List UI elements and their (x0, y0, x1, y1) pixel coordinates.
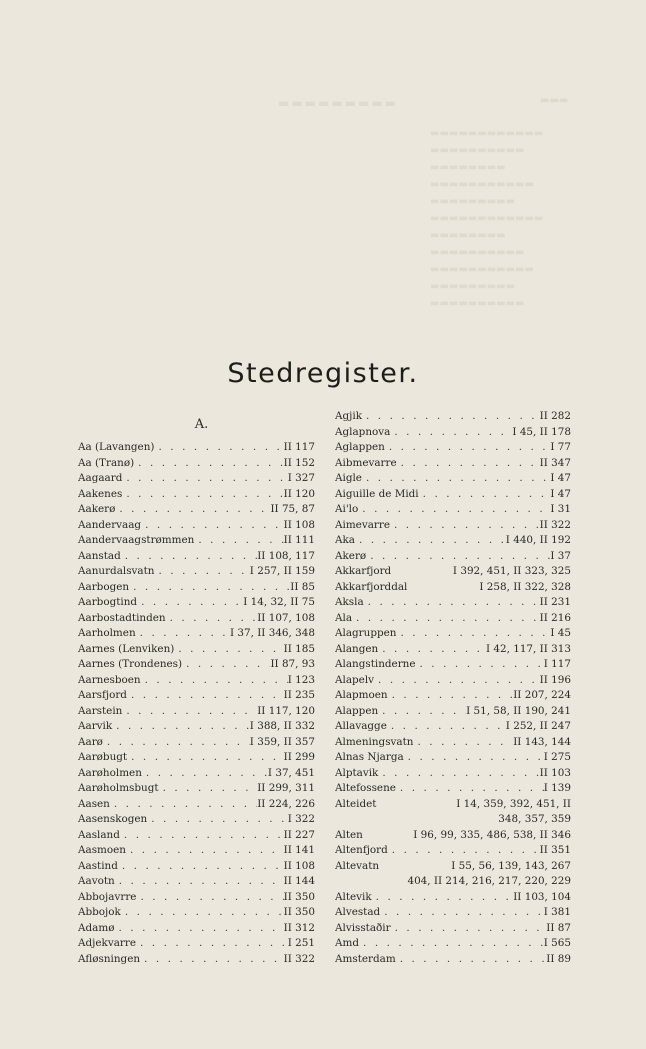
dot-leader (390, 425, 512, 441)
page-reference: II 144 (283, 875, 315, 887)
place-name: Allavagge (335, 720, 387, 732)
place-name: Ai'lo (335, 503, 359, 515)
place-name: Alangstinderne (335, 658, 416, 670)
index-entry (78, 595, 315, 611)
index-entry (78, 797, 315, 813)
place-name: Aimevarre (335, 518, 390, 531)
place-name: Alteidet (335, 797, 377, 810)
place-name: Amd (335, 937, 360, 949)
place-name: Aandervaagstrømmen (78, 534, 195, 546)
index-entry (335, 812, 571, 828)
index-entry (335, 750, 571, 766)
index-entry (78, 766, 315, 782)
dot-leader (140, 952, 284, 968)
bleed-through-text: ▬▬▬▬▬▬▬▬▬ ▬▬▬ ▬▬▬▬▬▬▬▬▬▬▬▬ ▬▬▬▬▬▬▬▬▬▬ ▬▬▬▬▬▬▬▬ ▬▬▬▬▬▬▬▬▬▬▬ ▬▬▬▬▬▬▬▬▬ ▬▬▬▬▬▬▬▬▬▬▬▬ ▬▬▬▬▬▬▬▬ ▬▬▬▬▬▬▬▬▬▬ ▬▬▬▬▬▬▬▬▬▬▬ ▬▬▬▬▬▬▬▬▬ ▬▬▬▬▬▬▬▬▬▬ (278, 95, 569, 309)
page-reference: I 14, 359, 392, 451, II (456, 797, 571, 810)
page-reference: II 117, 120 (257, 704, 315, 717)
index-entry (78, 890, 315, 906)
dot-leader (390, 518, 540, 534)
index-entry (335, 518, 571, 534)
index-entry (78, 750, 315, 766)
place-name: Aasen (78, 797, 110, 810)
dot-leader (126, 843, 284, 859)
page-reference: II 108 (283, 518, 315, 531)
page-reference: II 108 (283, 859, 315, 872)
page-reference: II 231 (539, 596, 571, 608)
page-reference: II 103, 104 (513, 890, 571, 903)
page-reference: I 565 (543, 937, 571, 949)
place-name: Aibmevarre (335, 456, 397, 469)
place-name: Altenfjord (335, 844, 388, 856)
place-name: Abbojavrre (78, 890, 137, 903)
dot-leader (147, 812, 288, 828)
place-name: Aanurdalsvatn (78, 565, 155, 577)
page-reference: I 123 (287, 673, 315, 686)
index-entry (78, 611, 315, 627)
page-reference: II 152 (283, 456, 315, 469)
dot-leader (419, 487, 551, 503)
dot-leader (115, 874, 284, 890)
index-entry (335, 471, 571, 487)
index-entry (335, 735, 571, 751)
place-name: Alappen (335, 704, 379, 717)
page-reference: I 96, 99, 335, 486, 538, II 346 (413, 828, 571, 841)
index-entry (78, 518, 315, 534)
dot-leader (141, 518, 284, 534)
place-name: Aandervaag (78, 518, 142, 531)
page-reference: I 47 (550, 487, 571, 500)
dot-leader (385, 440, 551, 456)
dot-leader (112, 719, 250, 735)
page-reference: I 31 (550, 503, 571, 515)
dot-leader (137, 595, 243, 611)
index-entry (335, 890, 571, 906)
page-reference: 348, 357, 359 (498, 813, 571, 825)
place-name: Aglapnova (335, 425, 391, 438)
page-reference: I 51, 58, II 190, 241 (466, 704, 571, 717)
index-entry (78, 688, 315, 704)
place-name: Aglappen (335, 441, 385, 453)
place-name: Aa (Tranø) (78, 456, 135, 469)
index-entry (335, 611, 571, 627)
page-reference: I 275 (543, 751, 571, 763)
place-name: Akerø (335, 549, 367, 562)
index-list-left (78, 440, 315, 967)
dot-leader (120, 828, 284, 844)
dot-leader (122, 487, 283, 503)
page-reference: I 139 (543, 782, 571, 794)
index-entry (335, 502, 571, 518)
place-name: Akkarfjord (335, 565, 392, 577)
page-reference: II 322 (539, 518, 571, 531)
place-name: Agjik (335, 410, 362, 422)
place-name: Altevik (335, 890, 372, 903)
index-entry (78, 812, 315, 828)
dot-leader (134, 456, 283, 472)
dot-leader (166, 611, 258, 627)
dot-leader (355, 533, 506, 549)
index-entry (335, 704, 571, 720)
place-name: Aarvik (78, 720, 113, 732)
index-entry (78, 843, 315, 859)
page-reference: II 185 (283, 642, 315, 655)
page-reference: I 251 (287, 937, 315, 949)
dot-leader (374, 673, 540, 689)
index-list-right (335, 409, 571, 967)
place-name: Aagaard (78, 472, 123, 484)
dot-leader (110, 797, 257, 813)
place-name: Aksla (335, 596, 364, 608)
place-name: Aarøholmen (78, 766, 142, 779)
dot-leader (366, 549, 550, 565)
page-title: Stedregister. (227, 358, 419, 389)
page-reference: II 120 (283, 487, 315, 500)
place-name: Adamø (78, 921, 115, 934)
index-entry (78, 921, 315, 937)
page-reference: I 47 (550, 472, 571, 484)
dot-leader (174, 642, 283, 658)
place-name: Aakenes (78, 487, 123, 500)
index-entry (335, 921, 571, 937)
page-reference: II 207, 224 (513, 689, 571, 701)
page-reference: I 37 (550, 549, 571, 562)
page-reference: II 103 (539, 766, 571, 779)
place-name: Aanstad (78, 549, 121, 562)
dot-leader (396, 952, 547, 968)
dot-leader (378, 642, 486, 658)
page-reference: II 322 (283, 952, 315, 965)
page-reference: I 327 (287, 472, 315, 484)
index-entry (78, 533, 315, 549)
place-name: Almeningsvatn (335, 735, 414, 748)
dot-leader (103, 735, 250, 751)
index-entry (78, 828, 315, 844)
page-reference: I 14, 32, II 75 (243, 596, 315, 608)
index-column-left (78, 409, 315, 967)
index-entry (78, 580, 315, 596)
page-reference: I 440, II 192 (505, 534, 571, 546)
page-reference: II 75, 87 (270, 503, 315, 515)
place-name: Afløsningen (78, 952, 141, 965)
page-reference: I 117 (543, 658, 571, 670)
page-reference: II 235 (283, 689, 315, 701)
place-name: Aarsfjord (78, 689, 127, 701)
index-entry (335, 580, 571, 596)
place-name: Aarbostadtinden (78, 611, 166, 624)
dot-leader (416, 657, 544, 673)
index-entry (335, 843, 571, 859)
dot-leader (372, 890, 514, 906)
place-name: Alten (335, 828, 363, 841)
index-entry (78, 719, 315, 735)
dot-leader (127, 688, 284, 704)
page-reference: II 216 (539, 611, 571, 624)
place-name: Akkarfjorddal (335, 580, 408, 593)
index-entry (78, 564, 315, 580)
index-entry (78, 549, 315, 565)
dot-leader (380, 905, 544, 921)
dot-leader (362, 409, 540, 425)
index-entry (78, 471, 315, 487)
dot-leader (397, 456, 540, 472)
dot-leader (387, 719, 506, 735)
dot-leader (396, 626, 550, 642)
index-entry (335, 719, 571, 735)
place-name: Alvisstaðir (335, 921, 391, 934)
page-reference: I 45 (550, 627, 571, 639)
index-entry (335, 440, 571, 456)
dot-leader (194, 533, 283, 549)
place-name: Aarholmen (78, 627, 136, 639)
page-reference: I 55, 56, 139, 143, 267 (451, 859, 571, 872)
dot-leader (378, 704, 466, 720)
dot-leader (396, 781, 544, 797)
dot-leader (352, 611, 540, 627)
page-reference: II 87, 93 (270, 658, 315, 670)
place-name: Aarbogen (78, 580, 130, 593)
place-name: Abbojok (78, 906, 121, 918)
page-reference: II 347 (539, 456, 571, 469)
page-reference: I 258, II 322, 328 (479, 580, 571, 593)
page-reference: I 381 (543, 906, 571, 918)
place-name: Alnas Njarga (335, 751, 404, 763)
index-entry (335, 642, 571, 658)
dot-leader (362, 471, 550, 487)
page-reference: II 312 (283, 921, 315, 934)
place-name: Alapmoen (335, 689, 388, 701)
dot-leader (114, 921, 283, 937)
page-reference: I 42, 117, II 313 (485, 642, 571, 655)
dot-leader (182, 657, 270, 673)
index-entry (335, 564, 571, 580)
dot-leader (364, 595, 540, 611)
index-entry (78, 626, 315, 642)
index-entry (78, 642, 315, 658)
index-entry (335, 657, 571, 673)
dot-leader (118, 859, 284, 875)
index-entry (335, 766, 571, 782)
page-reference: II 350 (283, 906, 315, 918)
page-reference: II 299 (283, 751, 315, 763)
index-entry (335, 533, 571, 549)
page-reference: I 77 (550, 441, 571, 453)
index-entry (78, 874, 315, 890)
place-name: Aasmoen (78, 844, 126, 856)
place-name: Aarnesboen (78, 673, 141, 686)
page-reference: II 85 (290, 580, 315, 593)
index-column-right (335, 409, 571, 967)
place-name: Alangen (335, 642, 379, 655)
index-entry (78, 859, 315, 875)
index-entry (78, 502, 315, 518)
page-reference: II 196 (539, 673, 571, 686)
place-name: Aiguille de Midi (335, 487, 419, 500)
dot-leader (136, 890, 283, 906)
index-entry (335, 487, 571, 503)
dot-leader (141, 673, 288, 689)
dot-leader (159, 781, 258, 797)
dot-leader (121, 905, 284, 921)
dot-leader (142, 766, 268, 782)
dot-leader (388, 843, 540, 859)
page-reference: II 89 (546, 952, 571, 965)
page-reference: II 299, 311 (257, 782, 315, 794)
section-letter: A. (194, 417, 209, 432)
index-entry (78, 704, 315, 720)
place-name: Altefossene (335, 782, 396, 794)
dot-leader (358, 502, 550, 518)
page-reference: II 351 (539, 844, 571, 856)
place-name: Aarbogtind (78, 596, 138, 608)
dot-leader (391, 921, 547, 937)
index-entry (78, 657, 315, 673)
place-name: Aarnes (Trondenes) (78, 658, 183, 670)
place-name: Alagruppen (335, 627, 397, 639)
place-name: Aarøholmsbugt (78, 782, 159, 794)
page-reference: I 257, II 159 (249, 565, 315, 577)
dot-leader (122, 471, 287, 487)
page-reference: II 282 (539, 410, 571, 422)
index-entry (335, 828, 571, 844)
place-name: Aka (335, 534, 355, 546)
place-name: Aasland (78, 828, 120, 841)
page-reference: II 107, 108 (257, 611, 315, 624)
index-entry (335, 673, 571, 689)
page-reference: I 37, 451 (267, 766, 315, 779)
index-entry (78, 487, 315, 503)
place-name: Adjekvarre (78, 937, 136, 949)
page-reference: I 359, II 357 (249, 735, 315, 748)
dot-leader (359, 936, 544, 952)
page-reference: I 252, II 247 (505, 720, 571, 732)
place-name: Ala (335, 611, 353, 624)
index-entry (78, 440, 315, 456)
place-name: Alapelv (335, 673, 375, 686)
index-entry (335, 859, 571, 875)
page-reference: I 392, 451, II 323, 325 (452, 565, 571, 577)
place-name: Amsterdam (335, 952, 396, 965)
index-entry (335, 688, 571, 704)
index-entry (78, 673, 315, 689)
page-reference: II 141 (283, 844, 315, 856)
place-name: Aarøbugt (78, 751, 128, 763)
page-reference: I 322 (287, 813, 315, 825)
place-name: Aigle (335, 472, 362, 484)
index-entry (335, 905, 571, 921)
place-name: Aastind (78, 859, 118, 872)
page-reference: I 388, II 332 (249, 720, 315, 732)
dot-leader (388, 688, 514, 704)
page-reference: 404, II 214, 216, 217, 220, 229 (407, 875, 571, 887)
index-entry (335, 595, 571, 611)
index-entry (335, 626, 571, 642)
page-reference: II 143, 144 (513, 735, 571, 748)
dot-leader (115, 502, 270, 518)
index-entry (335, 781, 571, 797)
place-name: Aa (Lavangen) (78, 441, 155, 453)
place-name: Aarstein (78, 704, 123, 717)
index-entry (78, 781, 315, 797)
place-name: Aakerø (78, 503, 116, 515)
place-name: Alptavik (335, 766, 379, 779)
dot-leader (121, 549, 257, 565)
dot-leader (378, 766, 539, 782)
place-name: Altevatn (335, 859, 380, 872)
page-reference: II 108, 117 (257, 549, 315, 562)
place-name: Alvestad (335, 906, 381, 918)
index-entry (335, 797, 571, 813)
page-reference: I 37, II 346, 348 (229, 627, 315, 639)
index-entry (335, 409, 571, 425)
dot-leader (154, 440, 283, 456)
index-entry (335, 936, 571, 952)
index-entry (335, 425, 571, 441)
place-name: Aavotn (78, 875, 115, 887)
page-reference: II 87 (546, 921, 571, 934)
page-reference: I 45, II 178 (512, 425, 571, 438)
index-entry (335, 952, 571, 968)
dot-leader (136, 626, 230, 642)
dot-leader (136, 936, 288, 952)
index-entry (78, 936, 315, 952)
dot-leader (154, 564, 249, 580)
place-name: Aasenskogen (78, 813, 148, 825)
index-entry (78, 952, 315, 968)
page-reference: II 117 (283, 441, 315, 453)
index-entry (78, 735, 315, 751)
page-reference: II 227 (283, 828, 315, 841)
place-name: Aarnes (Lenviken) (78, 642, 175, 655)
dot-leader (122, 704, 257, 720)
dot-leader (413, 735, 513, 751)
index-entry (78, 905, 315, 921)
page-reference: II 224, 226 (257, 797, 315, 810)
dot-leader (404, 750, 544, 766)
dot-leader (129, 580, 290, 596)
index-entry (335, 549, 571, 565)
page-reference: II 350 (283, 890, 315, 903)
dot-leader (127, 750, 284, 766)
index-entry (78, 456, 315, 472)
index-entry (335, 456, 571, 472)
index-entry (335, 874, 571, 890)
page-reference: II 111 (283, 534, 315, 546)
place-name: Aarø (78, 735, 103, 748)
